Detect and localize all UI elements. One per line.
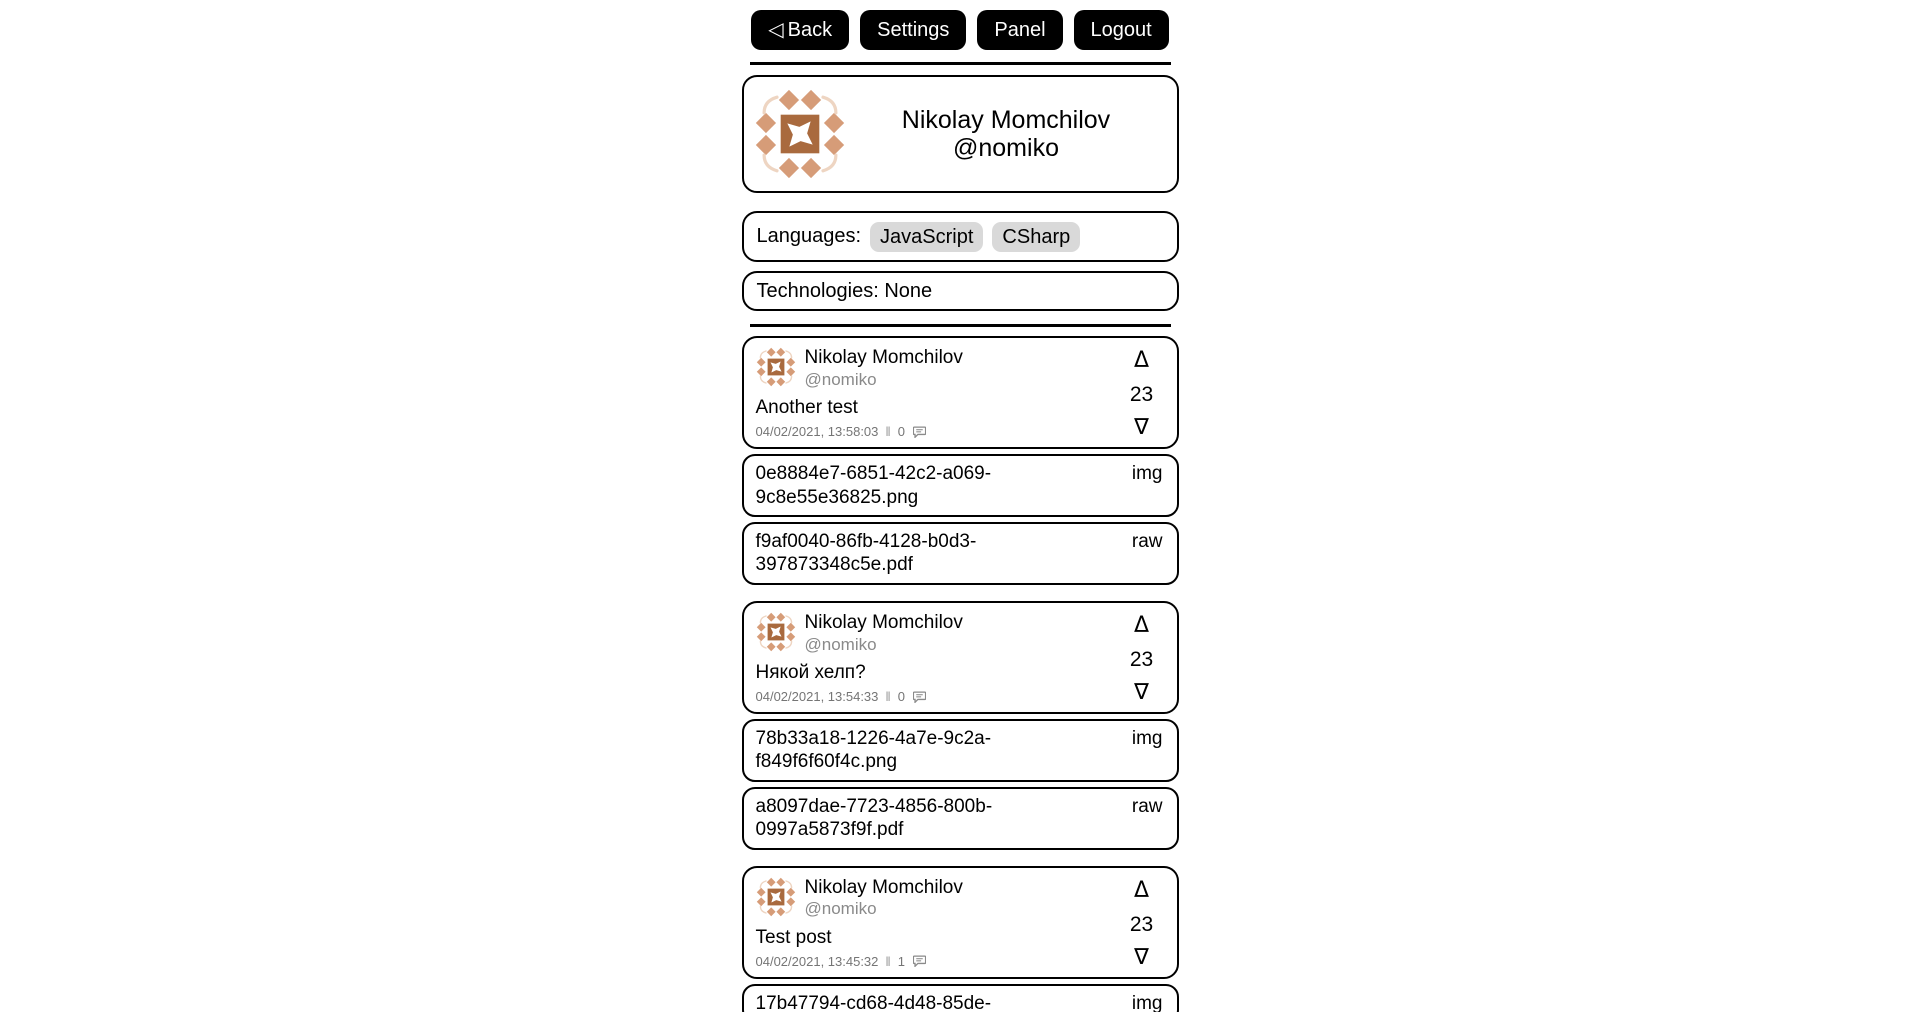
vote-column — [1121, 612, 1163, 706]
languages-label: Languages: — [756, 225, 862, 247]
post-group — [742, 336, 1179, 585]
post-author-avatar-icon — [756, 877, 796, 917]
post-author-avatar-icon — [756, 347, 796, 387]
attachment-type-badge: raw — [1131, 795, 1163, 817]
vote-count: 23 — [1129, 647, 1154, 671]
post-author — [805, 347, 963, 389]
post-group — [742, 601, 1179, 850]
language-tag-javascript: JavaScript — [870, 222, 983, 252]
language-tag-csharp: CSharp — [992, 222, 1080, 252]
profile-card — [742, 75, 1179, 193]
top-divider — [750, 62, 1171, 65]
meta-separator: ‖ — [885, 424, 891, 440]
comments-icon — [913, 691, 926, 703]
comments-icon — [913, 426, 926, 438]
back-button-label: Back — [787, 19, 833, 41]
profile-page — [742, 0, 1179, 1012]
post-author-name: Nikolay Momchilov — [804, 611, 963, 633]
upvote-button[interactable]: Δ — [1133, 348, 1150, 373]
post-meta — [756, 424, 1163, 439]
vote-count: 23 — [1129, 383, 1154, 407]
technologies-label: Technologies: None — [756, 279, 933, 302]
comment-count: 0 — [897, 424, 905, 440]
attachment-filename: a8097dae-7723-4856-800b-0997a5873f9f.pdf — [755, 795, 993, 841]
profile-avatar-icon — [754, 88, 846, 180]
post-header — [756, 877, 1163, 919]
attachment-type-badge: img — [1131, 463, 1163, 485]
attachment-type-badge: img — [1131, 728, 1163, 750]
back-arrow-icon: ◁ — [768, 19, 784, 41]
post-card[interactable] — [742, 866, 1179, 979]
attachment-row[interactable] — [742, 454, 1179, 517]
post-author-name: Nikolay Momchilov — [804, 876, 963, 898]
post-title: Another test — [755, 397, 858, 419]
settings-button[interactable]: Settings — [860, 10, 966, 50]
post-author-handle: @nomiko — [804, 634, 877, 654]
upvote-button[interactable]: Δ — [1133, 612, 1150, 638]
attachment-row[interactable] — [742, 719, 1179, 782]
downvote-button[interactable]: ∇ — [1134, 944, 1149, 970]
profile-names — [846, 106, 1167, 162]
post-header — [756, 347, 1163, 389]
post-timestamp: 04/02/2021, 13:45:32 — [755, 953, 879, 969]
downvote-button[interactable]: ∇ — [1134, 415, 1149, 441]
attachment-filename: 78b33a18-1226-4a7e-9c2a-f849f6f60f4c.png — [755, 728, 992, 773]
attachment-row[interactable] — [742, 522, 1179, 585]
toolbar — [742, 10, 1179, 50]
attachment-filename: 17b47794-cd68-4d48-85de- — [755, 992, 992, 1012]
attachment-type-badge: raw — [1131, 531, 1163, 553]
meta-separator: ‖ — [885, 953, 891, 969]
post-card[interactable] — [742, 601, 1179, 714]
post-author-handle: @nomiko — [804, 369, 877, 389]
attachment-filename: 0e8884e7-6851-42c2-a069-9c8e55e36825.png — [755, 463, 992, 508]
upvote-button[interactable]: Δ — [1133, 877, 1150, 903]
meta-separator: ‖ — [885, 689, 891, 705]
post-group — [742, 866, 1179, 1012]
post-author-name: Nikolay Momchilov — [804, 347, 963, 368]
attachment-type-badge: img — [1131, 992, 1163, 1012]
comment-count: 1 — [897, 953, 905, 969]
vote-column — [1121, 877, 1163, 970]
technologies-card — [742, 271, 1179, 311]
downvote-button[interactable]: ∇ — [1134, 680, 1149, 706]
languages-card — [742, 211, 1179, 262]
vote-count: 23 — [1129, 912, 1154, 936]
post-header — [756, 612, 1163, 654]
post-meta — [756, 689, 1163, 704]
post-author — [805, 612, 963, 654]
profile-handle: @nomiko — [953, 134, 1059, 162]
panel-button[interactable]: Panel — [977, 10, 1062, 50]
post-author-avatar-icon — [756, 612, 796, 652]
logout-button[interactable]: Logout — [1074, 10, 1169, 50]
comments-icon — [913, 955, 926, 967]
post-meta — [756, 954, 1163, 969]
post-timestamp: 04/02/2021, 13:58:03 — [755, 424, 879, 440]
post-author-handle: @nomiko — [804, 899, 877, 919]
attachment-row[interactable] — [742, 787, 1179, 850]
attachment-filename: f9af0040-86fb-4128-b0d3-397873348c5e.pdf — [755, 531, 977, 576]
post-card[interactable] — [742, 336, 1179, 449]
profile-name: Nikolay Momchilov — [901, 106, 1111, 134]
post-author — [805, 877, 963, 919]
back-button[interactable] — [751, 10, 849, 50]
attachment-row[interactable] — [742, 984, 1179, 1012]
comment-count: 0 — [897, 689, 905, 705]
post-title: Някой хелп? — [755, 662, 866, 684]
posts-divider — [750, 324, 1171, 327]
vote-column — [1121, 350, 1163, 439]
post-title: Test post — [755, 926, 832, 948]
post-timestamp: 04/02/2021, 13:54:33 — [755, 689, 879, 705]
